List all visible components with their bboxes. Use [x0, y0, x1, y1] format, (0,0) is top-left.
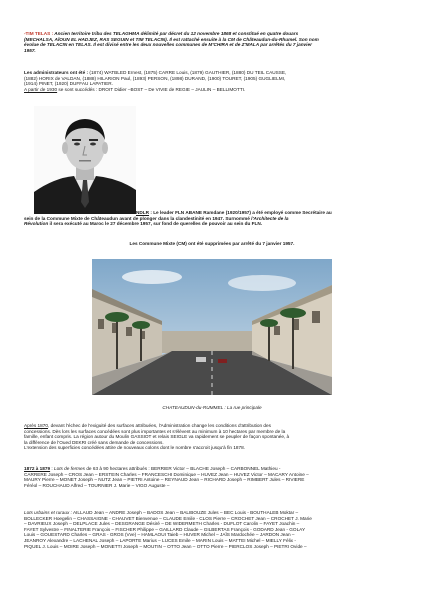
history-year: Après 1870 [24, 423, 48, 428]
lots-line-5: Louis – GOUESTARD Charles – GRAS - GROS (Vve) – HAMLAOUI Taieb – HUVER Michel – JAÏS Mardochée – JARDON Jean – [24, 532, 295, 538]
intro-text-2: (MECHALSA, AÏOUN EL HADJEZ, RAS SEGUIN et TIM TELACIN). Il est rattaché ensuite à la CM de Châteaudun-du-Rhumel. Son nom [24, 36, 319, 42]
caption-line-3-italic: Révolution [24, 221, 49, 227]
intro-text-1: Ancien territoire tribu des TELAGHMA délimité par décret du 12 novembre 1868 et constitué en quatre douars [53, 31, 299, 36]
farm-lots-paragraph: 1872 à 1879 : Lots de fermes de 63 à 90 hectares attribués : BERRIER Victor – BLACHE Joseph – CARBONNEL Mathieu - CARRERE Joseph – CROS Jean – ERSTEIN Charles – FRANCESCHI Dominique – HUVEZ Jean – HUVEZ Victor – MACARY Antoine – MAURY Pierre – MONET Joseph – NUTZ Jean – PIETRI Antoine – REYNAUD Jean – RICHARD Joseph – RIMBERT Jules – RIVIERE Féréol – ROUCHAUD Alfred – TOURNIER J. Marie – VIGO Auguste – [24, 466, 402, 488]
history-line-4: la différence de l'Oued DEKRI créé sans demande de concessions. [24, 439, 164, 445]
history-paragraph [24, 423, 402, 451]
admins-line-4: se sont succédés : DROIT Didier –BOST – De VIVIE de REGIE – JAULIN – BELLIMOTTI. [57, 86, 246, 92]
intro-lead: -TIM TELAS : [24, 31, 54, 36]
ndlr-label: NDLR [136, 210, 150, 215]
street-photo-caption: CHATEAUDUN-du-RUMMEL : La rue principale [162, 405, 262, 410]
caption-line-3: il sera exécuté au Maroc le 27 décembre 1957, sur fond de querelles de pouvoir au sein du FLN. [48, 221, 263, 227]
portrait-photo [34, 106, 136, 214]
farm-lots-line-4: Féréol – ROUCHAUD Alfred – TOURNIER J. Marie – VIGO Auguste – [24, 482, 170, 488]
farm-lots-line-1: de 63 à 90 hectares attribués : BERRIER Victor – BLACHE Joseph – CARBONNEL Mathieu - [85, 466, 281, 471]
lots-line-4: FAYET Sylvestre – FINALTERIE François – FISCHER Philippe – GAILLARD Claude – GILBERTAS François - GODARD Jean - GOLAY [24, 526, 306, 532]
intro-paragraph [24, 31, 402, 53]
urban-rural-lots-paragraph [24, 510, 402, 549]
admins-line-1: (1874) WATBLED Ernest, (1875) CARRE Louis, (1879) GAUTHIER, (1880) DU TEIL CAUSSE, [88, 70, 287, 75]
lots-line-7: PIQUEL J. Louis – MOIRE Joseph – MONETTI Joseph – MOUTIN – OTTO Jean – OTTO Pierre – PIERCLOS Joseph – PIETRI Ovide – [24, 543, 307, 549]
caption-line-2-italic: l'Architecte de la [251, 215, 289, 221]
history-line-3: famille, enfant compris. La région autour du Moulin GASSIOT et relais SEIGLE va rapidement se peupler de façon spontanée, à [24, 434, 290, 440]
lots-line-2: BOLLECKER Hoegelin – CHASSAIGNE - CHAUVET Bienvenue – CLAUDE Emile - CLOS Pierre – CROCHET Jean – CROCHET J. Marie [24, 515, 312, 521]
lots-line-1: AILLAUD Jean – ANDRE Joseph – BADOS Jean – BALIBOUZE Jules – BEC Louis - BOUTHALEB Moktar – [71, 510, 299, 515]
lots-label: Lots urbains et ruraux : [24, 510, 72, 515]
administrators-paragraph [24, 70, 402, 92]
admins-line-3: (1914) PINET, (1920) DUFFAU LAPATIER. [24, 81, 113, 87]
caption-line-1: : Le leader FLN ABANE Ramdane (1920/1957) a été employé comme Secrétaire au [149, 210, 332, 215]
lots-line-3: – DAVRIEUX Joseph – DELPLACE Jules – DESGRANGE Désiré – DE WIDERMETH Charles - DUFLOT Carolin – FAYET Joachin – [24, 521, 300, 527]
admins-line-2: (1882) HORIX de VALDAN, (1888) HILARION Paul, (1893) PERSON, (1898) DURAND, (1900) TOURET, (1905) GUGLIELMI, [24, 75, 286, 81]
admins-label: Les administrateurs ont été : [24, 70, 89, 75]
history-line-2: concessions. Dès lors les surfaces concédées sont plus importantes et s'élèvent au minimum à 10 hectares par membre de la [24, 428, 286, 434]
intro-text-3: évolue de TELACIN en TELAS. Il est divisé entre les deux nouvelles communes de M'CHIRA et de Z'MALA par arrêtés du 7 janvier [24, 42, 312, 48]
farm-lots-label: Lots de fermes [54, 466, 86, 471]
farm-lots-line-2: CARRERE Joseph – CROS Jean – ERSTEIN Charles – FRANCESCHI Dominique – HUVEZ Jean – HUVEZ Victor – MACARY Antoine – [24, 471, 309, 477]
farm-lots-years: 1872 à 1879 [24, 466, 51, 471]
caption-line-2: sein de la Commune Mixte de Châteaudun avant de plonger dans la clandestinité en 1947. Surnommé [24, 215, 252, 221]
history-line-5: L'extension des superficies concédées attire de nouveaux colons dont le nombre s'accroit jusqu'à fin 1878. [24, 445, 246, 451]
farm-lots-line-3: MAURY Pierre – MONET Joseph – NUTZ Jean – PIETRI Antoine – REYNAUD Jean – RICHARD Joseph – RIMBERT Jules – RIVIERE [24, 477, 305, 483]
history-line-1: , devant l'échec de l'exiguité des surfaces attribuées, l'Administration change les conditions d'attribution des [47, 423, 271, 428]
portrait-caption [24, 210, 402, 227]
lots-line-6: JEANROY Alexandre – LACHENAL Joseph – LAPORTE Marius – LUCES Emile – MARIN Louis – MATTEI Michel – MIELLY Félix - [24, 537, 296, 543]
cm-suppression-title: Les Commune Mixte (CM) ont été supprimées par arrêté du 7 janvier 1957. [129, 241, 295, 246]
intro-text-4: 1957. [24, 47, 36, 53]
street-photo [92, 259, 332, 395]
admins-line-4-underlined: A partir de 1930 [24, 86, 58, 92]
